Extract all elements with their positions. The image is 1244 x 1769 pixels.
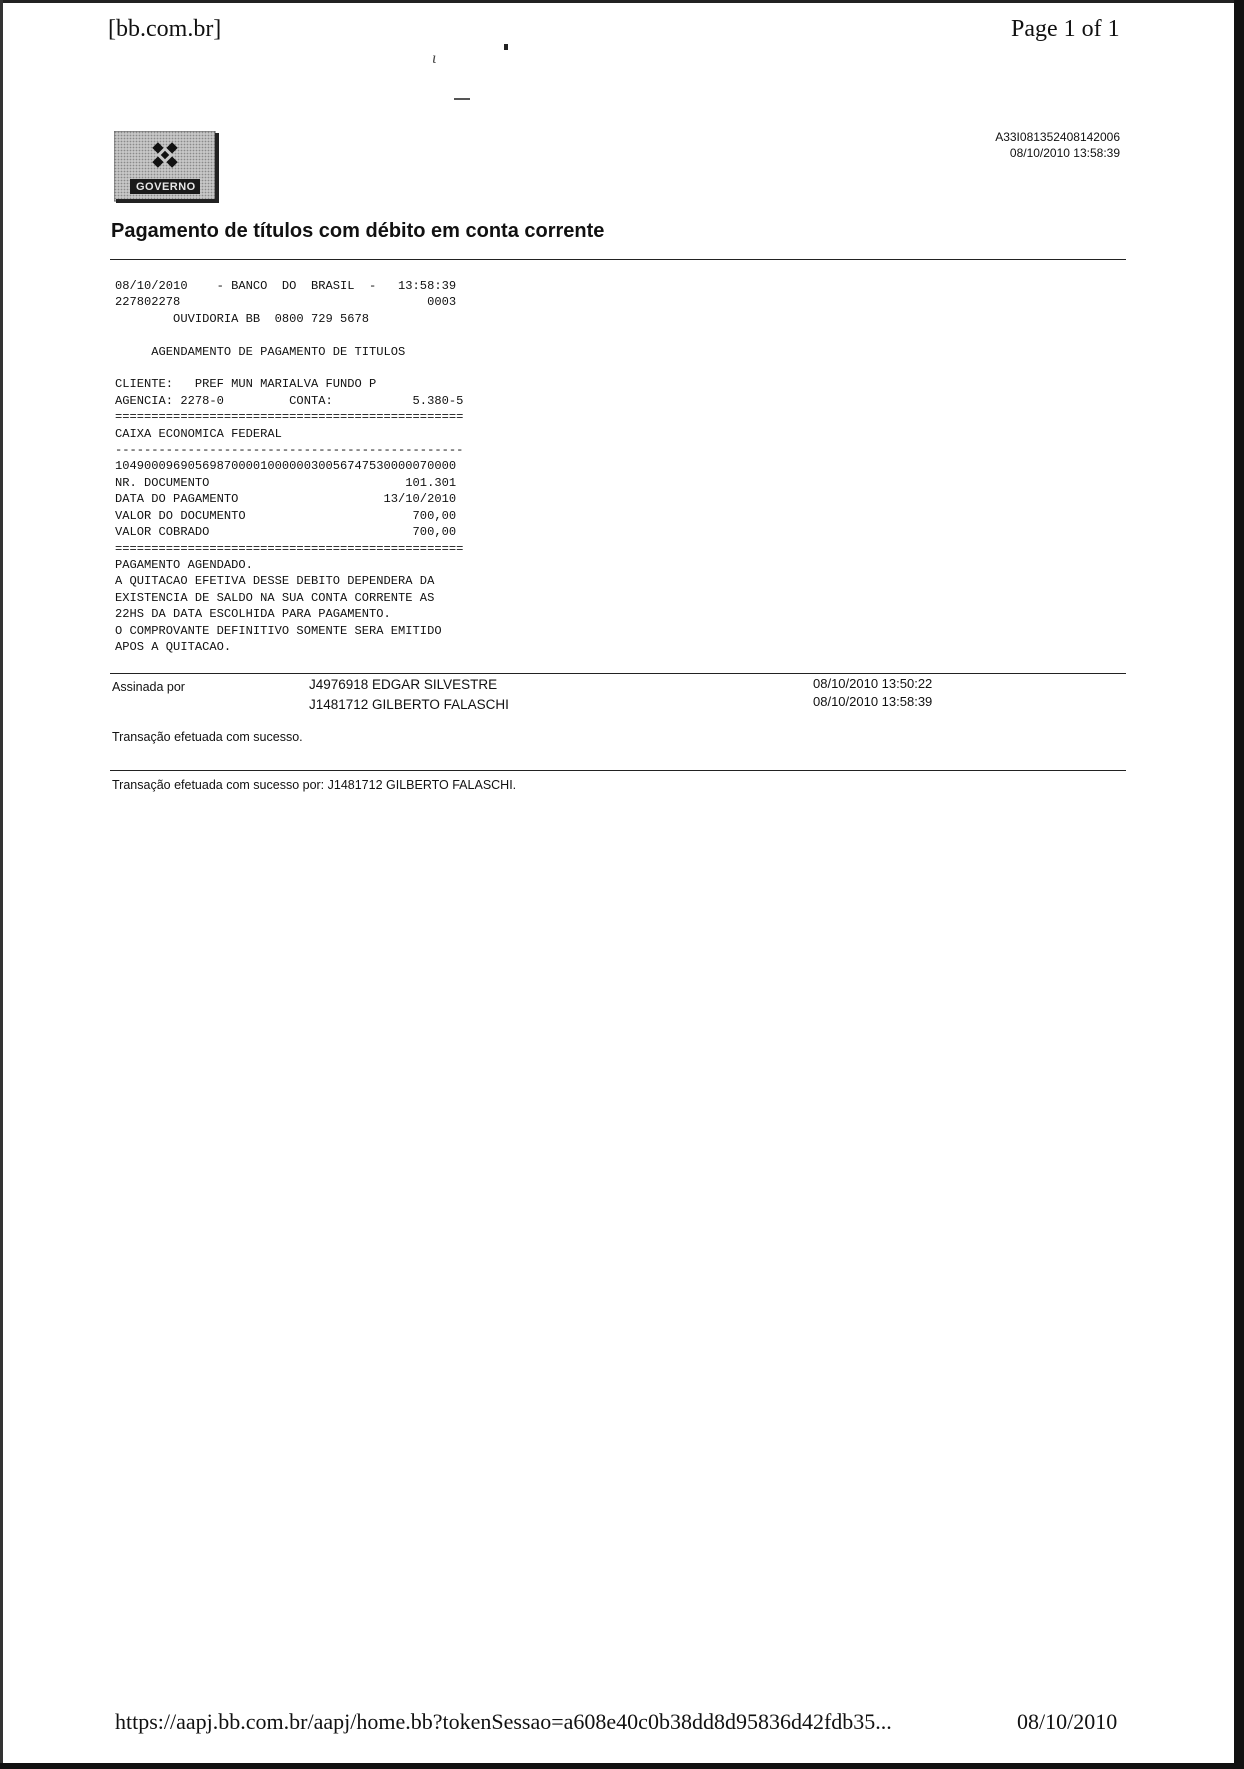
signer-name: J4976918 EDGAR SILVESTRE	[309, 677, 498, 692]
signer-time: 08/10/2010 13:50:22	[813, 676, 933, 691]
scan-edge-top	[0, 0, 1244, 3]
print-footer-date: 08/10/2010	[1017, 1709, 1118, 1734]
receipt-line: CAIXA ECONOMICA FEDERAL	[115, 426, 282, 441]
receipt-block	[115, 278, 463, 655]
receipt-line: ------------------------------------------------	[115, 443, 464, 458]
receipt-line: PAGAMENTO AGENDADO.	[115, 557, 253, 572]
receipt-line: AGENCIA: 2278-0 CONTA: 5.380-5	[115, 393, 464, 408]
receipt-line	[115, 360, 463, 376]
signer-name: J1481712 GILBERTO FALASCHI	[309, 697, 509, 712]
page-title: Pagamento de títulos com débito em conta corrente	[111, 220, 605, 242]
status-message: Transação efetuada com sucesso.	[112, 730, 303, 744]
receipt-line: VALOR DO DOCUMENTO 700,00	[115, 508, 457, 523]
auth-code: A33I081352408142006	[995, 130, 1120, 144]
scan-mark	[504, 44, 508, 50]
scan-edge-right	[1234, 0, 1244, 1769]
print-header-page: Page 1 of 1	[1011, 16, 1120, 42]
signed-by-label: Assinada por	[112, 680, 185, 694]
logo-caption: GOVERNO	[136, 181, 196, 193]
auth-timestamp: 08/10/2010 13:58:39	[1009, 146, 1120, 160]
receipt-line: EXISTENCIA DE SALDO NA SUA CONTA CORRENTE AS	[115, 590, 435, 605]
print-footer-url: https://aapj.bb.com.br/aapj/home.bb?tokenSessao=a608e40c0b38dd8d95836d42fdb35...	[115, 1709, 892, 1734]
receipt-line: ================================================	[115, 410, 464, 425]
receipt-line: ================================================	[115, 541, 464, 556]
title-divider	[110, 259, 1126, 260]
print-header-site: [bb.com.br]	[108, 16, 222, 42]
signatures-divider	[110, 673, 1126, 674]
receipt-line: DATA DO PAGAMENTO 13/10/2010	[115, 492, 457, 507]
scan-edge-left	[0, 0, 3, 1769]
receipt-line: AGENDAMENTO DE PAGAMENTO DE TITULOS	[115, 344, 406, 359]
receipt-line: 08/10/2010 - BANCO DO BRASIL - 13:58:39	[115, 279, 457, 293]
receipt-line: VALOR COBRADO 700,00	[115, 525, 457, 540]
receipt-line: 227802278 0003	[115, 295, 457, 310]
receipt-line: O COMPROVANTE DEFINITIVO SOMENTE SERA EMITIDO	[115, 623, 442, 638]
scan-mark: ι	[432, 50, 437, 67]
receipt-line: NR. DOCUMENTO 101.301	[115, 475, 457, 490]
scan-mark	[454, 98, 470, 100]
receipt-line: OUVIDORIA BB 0800 729 5678	[115, 311, 370, 326]
receipt-line: 22HS DA DATA ESCOLHIDA PARA PAGAMENTO.	[115, 607, 391, 622]
receipt-line: APOS A QUITACAO.	[115, 639, 232, 654]
receipt-line	[115, 327, 463, 343]
receipt-line: CLIENTE: PREF MUN MARIALVA FUNDO P	[115, 377, 377, 392]
banco-do-brasil-logo	[114, 131, 219, 203]
receipt-line: 10490009690569870000100000030056747530000070000	[115, 459, 457, 474]
status-by-message: Transação efetuada com sucesso por: J1481712 GILBERTO FALASCHI.	[112, 778, 517, 792]
status-divider	[110, 770, 1126, 771]
receipt-line: A QUITACAO EFETIVA DESSE DEBITO DEPENDERA DA	[115, 574, 435, 589]
signer-time: 08/10/2010 13:58:39	[813, 694, 933, 709]
scan-edge-bottom	[0, 1763, 1244, 1769]
